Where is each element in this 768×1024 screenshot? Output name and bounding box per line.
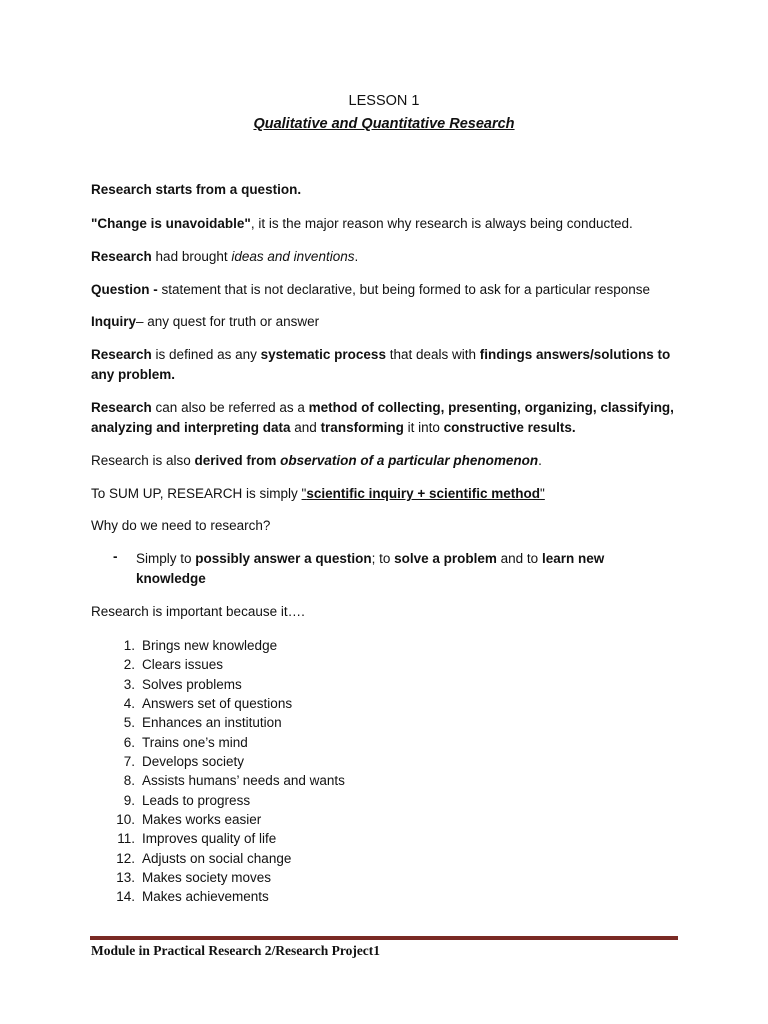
list-number: 4. [123, 696, 135, 712]
list-item [91, 655, 345, 674]
list-number: 3. [123, 676, 135, 692]
list-item [91, 771, 345, 790]
list-text: Develops society [142, 754, 245, 770]
quote-mark: " [301, 486, 307, 501]
list-number: 12. [116, 850, 135, 866]
footer-text: Module in Practical Research 2/Research Project1 [91, 943, 381, 958]
list-item [91, 694, 345, 713]
paragraph-research-defined [91, 345, 676, 384]
list-text: Assists humans’ needs and wants [142, 773, 345, 789]
text-run: and [290, 419, 321, 435]
list-item [91, 810, 345, 829]
list-item [91, 791, 345, 810]
bold-text: Research [91, 400, 152, 415]
list-text: Makes society moves [142, 870, 272, 886]
quote-mark: " [540, 486, 545, 501]
bold-text: Research [91, 347, 152, 362]
bullet-dash: - [113, 549, 118, 564]
text-run: and to [496, 551, 542, 566]
text-run: statement that is not declarative, but being formed to ask for a particular response [161, 282, 651, 297]
text-run: , it is the major reason why research is always being conducted. [250, 216, 633, 231]
bold-text: method of collecting, presenting, organizing, classifying, analyzing and interpreting data [91, 400, 674, 435]
paragraph-change-unavoidable [91, 214, 671, 234]
text-run: Research is also [91, 453, 195, 468]
list-number: 1. [123, 638, 135, 653]
bold-text: transforming [320, 419, 404, 435]
text-run: can also be referred as a [151, 400, 309, 415]
list-item [91, 733, 345, 752]
list-text: Brings new knowledge [142, 638, 278, 653]
list-item [91, 868, 345, 887]
list-number: 13. [116, 870, 135, 886]
list-text: Enhances an institution [142, 715, 282, 731]
list-text: Improves quality of life [142, 831, 277, 847]
list-number: 14. [116, 889, 135, 905]
list-text: Makes works easier [142, 812, 262, 828]
list-item [91, 713, 345, 732]
list-item [91, 675, 345, 694]
paragraph-why-research: Why do we need to research? [91, 518, 271, 533]
text-run: . [354, 249, 359, 264]
bold-text: Question - [91, 282, 162, 297]
list-text: Solves problems [142, 676, 242, 692]
bold-text: possibly answer a question [195, 551, 372, 566]
paragraph-research-starts: Research starts from a question. [91, 182, 302, 197]
list-text: Answers set of questions [142, 696, 293, 712]
bold-underlined-text: scientific inquiry + scientific method [306, 486, 541, 501]
list-number: 7. [123, 754, 135, 770]
bold-text: findings answers/solutions to any problem. [91, 347, 671, 382]
paragraph-research-method [91, 398, 676, 437]
list-number: 2. [123, 657, 135, 673]
list-item [91, 829, 345, 848]
lesson-heading: LESSON 1 [348, 93, 420, 109]
bold-text: solve a problem [394, 551, 497, 566]
list-number: 6. [123, 734, 135, 750]
text-run: had brought [151, 249, 232, 264]
text-run: ; to [371, 551, 395, 566]
paragraph-inquiry-definition [91, 312, 671, 332]
list-number: 5. [123, 715, 135, 731]
list-text: Leads to progress [142, 792, 251, 808]
bold-text: derived from [194, 453, 281, 468]
paragraph-sum-up [91, 484, 671, 504]
bold-italic-text: observation of a particular phenomenon [280, 453, 539, 468]
paragraph-important-because: Research is important because it…. [91, 604, 305, 619]
bullet-item [136, 549, 656, 588]
bold-text: Inquiry [91, 314, 137, 329]
paragraph-derived-from [91, 451, 671, 471]
text-run: Simply to [136, 551, 196, 566]
lesson-subtitle: Qualitative and Quantitative Research [253, 116, 515, 132]
list-number: 11. [117, 831, 135, 847]
text-run: that deals with [385, 347, 480, 362]
bold-text: learn new knowledge [136, 551, 605, 586]
list-number: 10. [116, 812, 135, 828]
list-text: Clears issues [142, 657, 224, 673]
bold-text: constructive results. [443, 419, 576, 435]
list-item [91, 752, 345, 771]
bold-text: Research [91, 249, 152, 264]
importance-list [91, 636, 345, 907]
italic-text: ideas and inventions [231, 249, 355, 264]
bold-text: systematic process [260, 347, 386, 362]
paragraph-question-definition [91, 280, 671, 300]
list-item [91, 887, 345, 906]
footer-rule [90, 936, 678, 940]
list-item [91, 636, 345, 655]
text-run: it into [403, 419, 444, 435]
list-text: Makes achievements [142, 889, 269, 905]
list-text: Trains one’s mind [142, 734, 248, 750]
bold-text: "Change is unavoidable" [91, 216, 251, 231]
list-text: Adjusts on social change [142, 850, 292, 866]
paragraph-ideas-inventions [91, 247, 671, 267]
text-run: – any quest for truth or answer [136, 314, 320, 329]
list-number: 9. [123, 792, 135, 808]
text-run: is defined as any [151, 347, 261, 362]
list-item [91, 849, 345, 868]
text-run: . [538, 453, 542, 468]
text-run: To SUM UP, RESEARCH is simply [91, 486, 302, 501]
list-number: 8. [123, 773, 135, 789]
